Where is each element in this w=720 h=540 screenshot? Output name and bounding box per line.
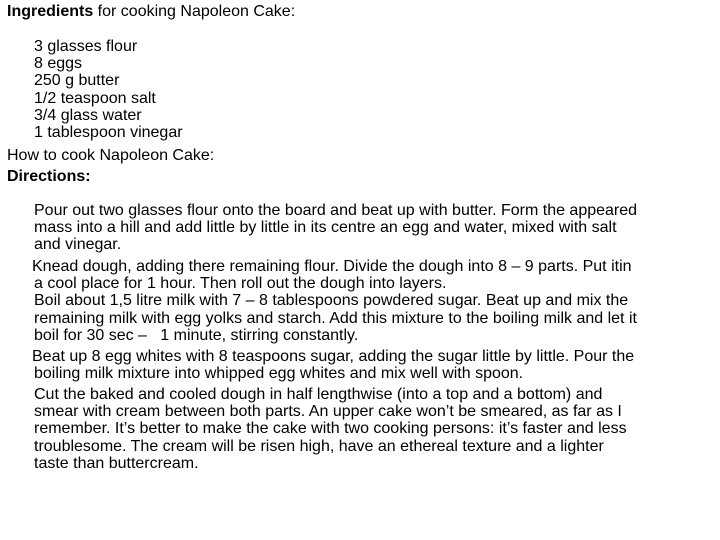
direction-paragraph: [34, 258, 637, 344]
title-ingredients-word: Ingredients: [7, 3, 94, 20]
ingredient-item: 1/2 teaspoon salt: [34, 89, 156, 107]
direction-line: Knead dough, adding there remaining flour. Divide the dough into 8 – 9 parts. Put itin: [32, 258, 632, 275]
direction-line: Boil about 1,5 litre milk with 7 – 8 tablespoons powdered sugar. Beat up and mix the: [34, 292, 629, 310]
direction-paragraph: [34, 386, 627, 472]
direction-line: smear with cream between both parts. An upper cake won’t be smeared, as far as I: [34, 403, 622, 421]
direction-line: boil for 30 sec – 1 minute, stirring constantly.: [34, 326, 359, 344]
direction-line: taste than buttercream.: [34, 454, 199, 472]
direction-line: mass into a hill and add little by little in its centre an egg and water, mixed with salt: [34, 219, 617, 237]
how-to-heading: How to cook Napoleon Cake:: [7, 147, 215, 164]
ingredients-list: [34, 38, 183, 141]
direction-line: and vinegar.: [34, 236, 122, 254]
direction-line: remaining milk with egg yolks and starch. Add this mixture to the boiling milk and let it: [34, 309, 637, 327]
direction-line: Beat up 8 egg whites with 8 teaspoons sugar, adding the sugar little by little. Pour the: [32, 348, 635, 365]
direction-line: troublesome. The cream will be risen high, have an ethereal texture and a lighter: [34, 437, 604, 455]
ingredient-item: 250 g butter: [34, 72, 120, 90]
direction-line: boiling milk mixture into whipped egg whites and mix well with spoon.: [34, 365, 524, 383]
ingredient-item: 3/4 glass water: [34, 106, 142, 124]
direction-paragraph: [34, 202, 637, 254]
direction-line: Cut the baked and cooled dough in half lengthwise (into a top and a bottom) and: [34, 386, 603, 403]
ingredient-item: 1 tablespoon vinegar: [34, 123, 183, 141]
direction-paragraph: [34, 348, 634, 382]
recipe-title: [7, 3, 295, 21]
directions-heading: Directions:: [7, 168, 91, 185]
direction-line: remember. It’s better to make the cake with two cooking persons: it’s faster and less: [34, 420, 627, 438]
title-rest: for cooking Napoleon Cake:: [93, 3, 296, 20]
ingredient-item: 8 eggs: [34, 55, 83, 73]
direction-line: Pour out two glasses flour onto the board and beat up with butter. Form the appeared: [34, 202, 638, 219]
ingredient-item: 3 glasses flour: [34, 38, 138, 55]
direction-line: a cool place for 1 hour. Then roll out the dough into layers.: [34, 275, 447, 293]
